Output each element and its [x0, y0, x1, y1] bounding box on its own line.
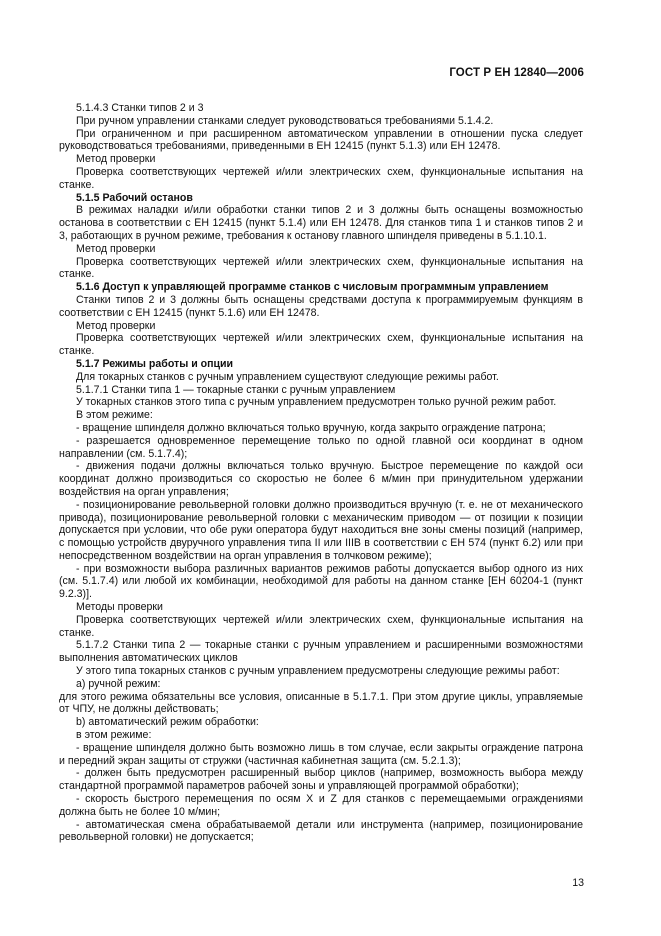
paragraph: Метод проверки	[76, 153, 156, 166]
document-header: ГОСТ Р ЕН 12840—2006	[449, 67, 584, 79]
paragraph: Метод проверки	[76, 242, 156, 255]
paragraph: - при возможности выбора различных вариантов режимов работы допускается выбор одного из них (см. 5.1.7.4) или любой их комбинации, необходимой для работы на данном станке [ЕН 60204-1 (пункт 9.2.3)].	[59, 562, 583, 601]
paragraph: 5.1.4.3 Станки типов 2 и 3	[76, 102, 204, 114]
paragraph: Проверка соответствующих чертежей и/или электрических схем, функциональные испытания на станке.	[59, 165, 583, 191]
paragraph: В режимах наладки и/или обработки станки типов 2 и 3 должны быть оснащены возможностью останова в соответствии с ЕН 12415 (пункт 5.1.4) или ЕН 12478. Для станков типа 1 и станков типов 2 и 3, работающих в ручном режиме, требования к останову главного шпинделя приведены в 5.1.10.1.	[59, 204, 583, 242]
paragraph: в этом режиме:	[76, 729, 152, 742]
paragraph: b) автоматический режим обработки:	[76, 716, 259, 729]
paragraph: У токарных станков этого типа с ручным управлением предусмотрен только ручной режим работ.	[76, 396, 557, 409]
paragraph: а) ручной режим:	[76, 677, 161, 690]
paragraph: При ручном управлении станками следует руководствоваться требованиями 5.1.4.2.	[76, 114, 494, 127]
paragraph: Для токарных станков с ручным управлением существуют следующие режимы работ.	[76, 370, 499, 383]
document-body	[59, 102, 583, 844]
paragraph: Проверка соответствующих чертежей и/или электрических схем, функциональные испытания на станке.	[59, 613, 583, 639]
paragraph: У этого типа токарных станков с ручным управлением предусмотрены следующие режимы работ:	[76, 665, 560, 678]
paragraph: - разрешается одновременное перемещение только по одной главной оси координат в одном направлении (см. 5.1.7.4);	[59, 434, 583, 460]
paragraph: для этого режима обязательны все условия, описанные в 5.1.7.1. При этом другие циклы, управляемые от ЧПУ, не должны действовать;	[59, 690, 583, 716]
paragraph: - автоматическая смена обрабатываемой детали или инструмента (например, позиционирование револьверной головки) не допускается;	[59, 818, 583, 844]
paragraph: Методы проверки	[76, 601, 163, 614]
paragraph: В этом режиме:	[76, 409, 153, 422]
paragraph: - движения подачи должны включаться только вручную. Быстрое перемещение по каждой оси координат должно производиться со скоростью не более 6 м/мин при принудительном удержании воздействия на орган управления;	[59, 460, 583, 498]
section-heading: 5.1.6 Доступ к управляющей программе станков с числовым программным управлением	[76, 281, 549, 294]
page-number: 13	[572, 877, 584, 889]
paragraph: 5.1.7.2 Станки типа 2 — токарные станки с ручным управлением и расширенными возможностями выполнения автоматических циклов	[59, 639, 583, 665]
paragraph: Метод проверки	[76, 319, 156, 332]
paragraph: - вращение шпинделя должно включаться только вручную, когда закрыто ограждение патрона;	[76, 421, 546, 434]
paragraph: При ограниченном и при расширенном автоматическом управлении в отношении пуска следует руководствоваться требованиями, приведенными в ЕН 12415 (пункт 5.1.3) или ЕН 12478.	[59, 127, 583, 153]
paragraph: - должен быть предусмотрен расширенный выбор циклов (например, возможность выбора между стандартной программой параметров рабочей зоны и управляющей программой обработки);	[59, 767, 583, 793]
section-heading: 5.1.5 Рабочий останов	[76, 191, 193, 204]
paragraph: - позиционирование револьверной головки должно производиться вручную (т. е. не от механического привода), позиционирование револьверной головки с механическим приводом — от позиции к позиции допускается при условии, что обе руки оператора будут находиться вне зоны смены позиций (например, с помощью устройств двуручного управления типа II или IIIВ в соответствии с ЕН 574 (пункт 6.2) или при непосредственном воздействии на орган управления в толчковом режиме);	[59, 498, 583, 562]
paragraph: Проверка соответствующих чертежей и/или электрических схем, функциональные испытания на станке.	[59, 332, 583, 358]
paragraph: - вращение шпинделя должно быть возможно лишь в том случае, если закрыты ограждение патрона и передний экран защиты от стружки (частичная кабинетная защита (см. 5.2.1.3);	[59, 741, 583, 767]
paragraph: 5.1.7.1 Станки типа 1 — токарные станки с ручным управлением	[76, 383, 396, 396]
paragraph: Станки типов 2 и 3 должны быть оснащены средствами доступа к программируемым функциям в соответствии с ЕН 12415 (пункт 5.1.6) или ЕН 12478.	[59, 293, 583, 319]
section-heading: 5.1.7 Режимы работы и опции	[76, 357, 234, 370]
paragraph: Проверка соответствующих чертежей и/или электрических схем, функциональные испытания на станке.	[59, 255, 583, 281]
paragraph: - скорость быстрого перемещения по осям X и Z для станков с перемещаемыми ограждениями должна быть не более 10 м/мин;	[59, 793, 583, 818]
